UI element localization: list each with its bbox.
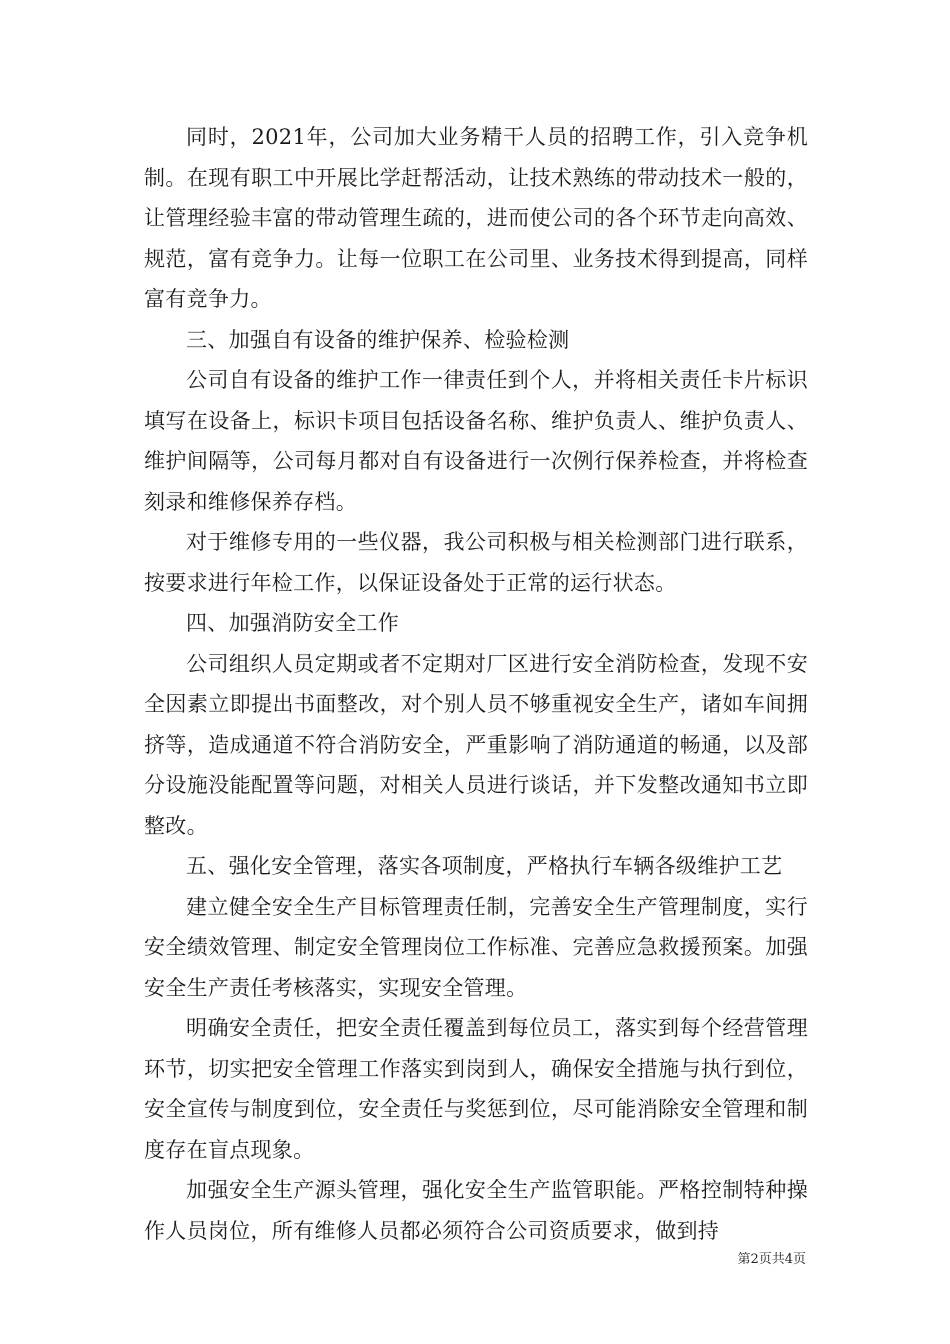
paragraph-source-management: 加强安全生产源头管理，强化安全生产监管职能。严格控制特种操作人员岗位，所有维修人员都必须符合公司资质要求，做到持 bbox=[144, 1178, 808, 1243]
paragraph-recruitment: 同时，2021年，公司加大业务精干人员的招聘工作，引入竞争机制。在现有职工中开展比学赶帮活动，让技术熟练的带动技术一般的，让管理经验丰富的带动管理生疏的，进而使公司的各个环节走向高效、规范，富有竞争力。让每一位职工在公司里、业务技术得到提高，同样富有竞争力。 bbox=[144, 125, 808, 311]
paragraph-instrument-inspection: 对于维修专用的一些仪器，我公司积极与相关检测部门进行联系，按要求进行年检工作，以保证设备处于正常的运行状态。 bbox=[144, 530, 808, 595]
paragraph-equipment-maintenance: 公司自有设备的维护工作一律责任到个人，并将相关责任卡片标识填写在设备上，标识卡项目包括设备名称、维护负责人、维护负责人、维护间隔等，公司每月都对自有设备进行一次例行保养检查，并将检查刻录和维修保养存档。 bbox=[144, 368, 808, 514]
paragraph-clear-responsibility: 明确安全责任，把安全责任覆盖到每位员工，落实到每个经营管理环节，切实把安全管理工作落实到岗到人，确保安全措施与执行到位，安全宣传与制度到位，安全责任与奖惩到位，尽可能消除安全管理和制度存在盲点现象。 bbox=[144, 1016, 808, 1162]
paragraph-fire-inspection: 公司组织人员定期或者不定期对厂区进行安全消防检查，发现不安全因素立即提出书面整改，对个别人员不够重视安全生产，诸如车间拥挤等，造成通道不符合消防安全，严重影响了消防通道的畅通，以及部分设施没能配置等问题，对相关人员进行谈话，并下发整改通知书立即整改。 bbox=[144, 651, 808, 838]
page-number: 第2页共4页 bbox=[737, 1252, 806, 1267]
paragraph-responsibility-system: 建立健全安全生产目标管理责任制，完善安全生产管理制度，实行安全绩效管理、制定安全管理岗位工作标准、完善应急救援预案。加强安全生产责任考核落实，实现安全管理。 bbox=[144, 894, 808, 1000]
document-body bbox=[144, 117, 808, 1251]
section-heading-safety-management: 五、强化安全管理，落实各项制度，严格执行车辆各级维护工艺 bbox=[186, 854, 783, 878]
section-heading-fire-safety: 四、加强消防安全工作 bbox=[186, 611, 399, 635]
section-heading-equipment: 三、加强自有设备的维护保养、检验检测 bbox=[186, 327, 570, 352]
